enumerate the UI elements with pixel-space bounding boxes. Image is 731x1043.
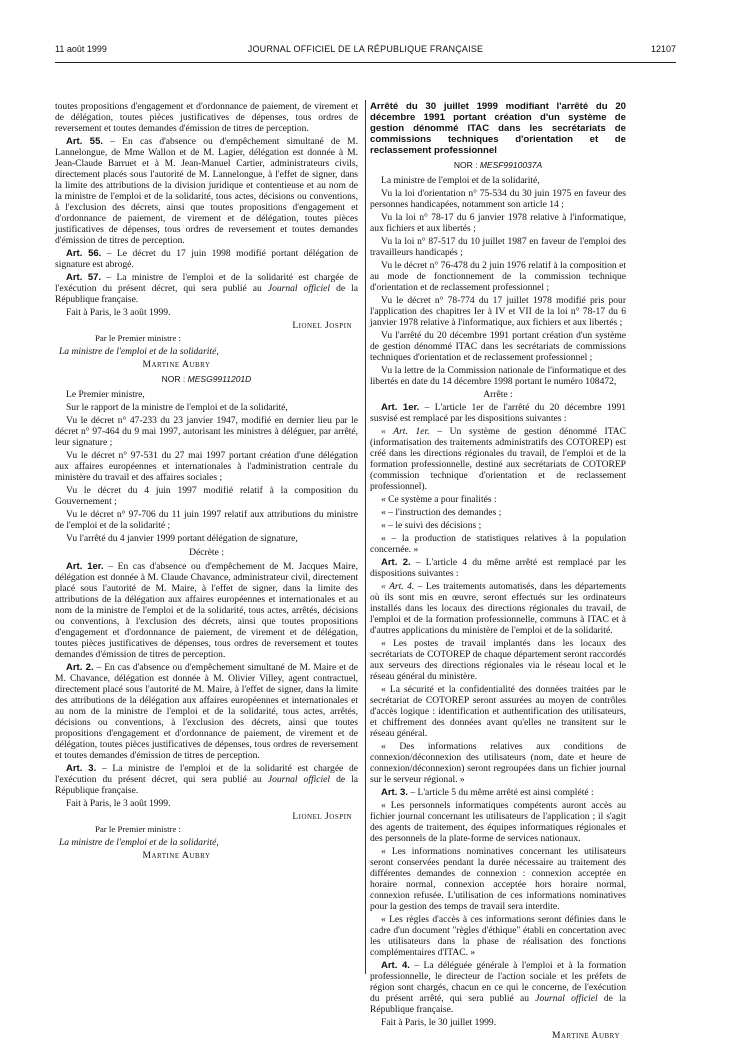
quoted-paragraph: « Des informations relatives aux conditions de connexion/déconnexion des utilisateurs (nom, date et heure de connexion/déconnexion) seront regroupées dans un fichier journal sur le serveur régional. »: [370, 741, 626, 785]
article-57: [55, 272, 358, 305]
article-text: – En cas d'absence ou d'empêchement simultané de M. Lannelongue, de Mme Wallon et de M. Lagier, délégation est donnée à M. Jean-Claude Barruet et à M. Jean-Manuel Cartier, administrateurs civils, directement placés sous l'autorité de M. Lannelongue, à l'effet de signer, dans la limite des attributions de la division juridique et contentieuse et au nom de la ministre de l'emploi et de la solidarité, tous actes, décisions ou conventions, à l'exclusion des décrets, ainsi que toutes propositions d'engagement et d'ordonnance de paiement, de virement et de délégation, toutes pièces justificatives de dépenses, tous ordres de reversement et toutes demandes d'émission de titres de perception.: [55, 136, 358, 246]
quoted-article-4: [370, 581, 626, 636]
article-text: – Le décret du 17 juin 1998 modifié portant délégation de signature est abrogé.: [55, 248, 359, 270]
par-le-premier-ministre: Par le Premier ministre :: [95, 824, 181, 834]
visa: Vu la loi n° 87-517 du 10 juillet 1987 en faveur de l'emploi des travailleurs handicapés ;: [370, 236, 626, 258]
article-label: Art. 1er.: [66, 561, 104, 572]
article-label: Art. 4.: [381, 960, 410, 971]
par-le-premier-ministre: Par le Premier ministre :: [95, 333, 181, 343]
article-label: Art. 2.: [66, 662, 94, 673]
article-text: – L'article 4 du même arrêté est remplacé par les dispositions suivantes :: [370, 557, 626, 579]
header-date: 11 août 1999: [55, 44, 107, 54]
journal-officiel-ref: Journal officiel: [535, 993, 598, 1004]
article-label: Art. 3.: [381, 787, 408, 798]
quoted-paragraph: « Les personnels informatiques compétents auront accès au fichier journal concernant les utilisateurs de l'application ; il s'agit des agents de traitement, des équipes informatiques régionales et des personnels de la plate-forme de services nationaux.: [370, 800, 626, 844]
article-label: Art. 2.: [381, 557, 411, 568]
fait-a-paris: Fait à Paris, le 3 août 1999.: [66, 307, 171, 318]
visa: Vu le décret du 4 juin 1997 modifié relatif à la composition du Gouvernement ;: [55, 485, 358, 507]
article-text: – La déléguée générale à l'emploi et à la formation professionnelle, le directeur de l'action sociale et les préfets de région sont chargés, chacun en ce qui le concerne, de l'exécution du présent arrêté, qui sera publié au: [370, 960, 626, 1004]
quoted-list-item: « – la production de statistiques relatives à la population concernée. »: [370, 533, 626, 555]
arrete: Arrête :: [483, 389, 513, 400]
article-2: [370, 557, 626, 579]
quoted-article-text: – Un système de gestion dénommé ITAC (informatisation des traitements administratifs des COTOREP) est créé dans les directions régionales du travail, de l'emploi et de la formation professionnelle, destiné aux secrétariats de COTOREP (commission technique d'orientation et de reclassement professionnel).: [370, 426, 627, 492]
right-column: [370, 101, 626, 1043]
quoted-paragraph: « Les postes de travail implantés dans les locaux des secrétariats de COTOREP de chaque département seront raccordés aux serveurs des directions régionales via le réseau local et le réseau général du ministère.: [370, 638, 626, 682]
paragraph: toutes propositions d'engagement et d'ordonnance de paiement, de virement et de délégation, toutes pièces justificatives de dépenses, tous ordres de reversement et toutes demandes d'émission de titres de perception.: [55, 101, 358, 134]
visa: Sur le rapport de la ministre de l'emploi et de la solidarité,: [66, 402, 288, 413]
article-3: [370, 787, 626, 798]
visa: Vu le décret n° 97-531 du 27 mai 1997 portant création d'une délégation aux affaires européennes et internationales à l'administration centrale du ministère du travail et des affaires sociales ;: [55, 450, 358, 483]
article-label: Art. 56.: [66, 248, 102, 259]
quoted-article-text: – Les traitements automatisés, dans les départements où ils sont mis en œuvre, seront effectués sur les ordinateurs installés dans les locaux des directions régionales du travail, de l'emploi et de la formation professionnelle, communs à ITAC et à d'autres applications du ministère de l'emploi et de la solidarité.: [370, 581, 626, 636]
quoted-paragraph: « Les règles d'accès à ces informations seront définies dans le cadre d'un document "règles d'éthique" établi en concertation avec les utilisateurs dans la phase de réalisation des fonctions complémentaires d'ITAC. »: [370, 914, 626, 958]
journal-officiel-ref: Journal officiel: [267, 774, 331, 785]
column-separator: [365, 100, 366, 974]
article-text-end: de la République française.: [55, 283, 359, 305]
article-text-end: de la République française.: [370, 993, 626, 1015]
nor-label: NOR :: [453, 160, 478, 170]
visa: Vu le décret n° 78-774 du 17 juillet 1978 modifié pris pour l'application des chapitres Ier à IV et VII de la loi n° 78-17 du 6 janvier 1978 relative à l'informatique, aux fichiers et aux libertés ;: [370, 295, 626, 328]
quoted-article-1: [370, 426, 626, 492]
article-text: – En cas d'absence ou d'empêchement simultané de M. Maire et de M. Chavance, délégation est donnée à M. Olivier Villey, agent contractuel, directement placé sous l'autorité de M. Maire, à l'effet de signer, dans la limite des attributions de la délégation aux affaires européennes et internationales et au nom de la ministre de l'emploi et de la solidarité, tous actes, arrêtés, décisions ou conventions, à l'exclusion des décrets, ainsi que toutes propositions d'engagement et d'ordonnance de paiement, de virement et de délégation, toutes pièces justificatives de dépenses, tous ordres de reversement et toutes demandes d'émission de titres de perception.: [55, 662, 358, 761]
article-text: – L'article 5 du même arrêté est ainsi complété :: [410, 787, 594, 798]
article-55: [55, 136, 358, 246]
visa: Vu l'arrêté du 20 décembre 1991 portant création d'un système de gestion dénommé ITAC dans les secrétariats de commissions techniques d'orientation et de reclassement professionnel ;: [370, 330, 626, 363]
quoted-paragraph: « Les informations nominatives concernant les utilisateurs seront conservées pendant la durée nécessaire au traitement des différentes demandes de connexion : connexion acceptée en horaire normal, connexion acceptée hors horaire normal, connexion refusée. L'utilisation de ces informations nominatives pour la gestion des temps de travail sera interdite.: [370, 846, 626, 912]
article-label: Art. 57.: [66, 272, 102, 283]
premier-ministre: Le Premier ministre,: [66, 389, 145, 400]
nor-reference: [55, 374, 358, 385]
journal-officiel-ref: Journal officiel: [267, 283, 331, 294]
article-1: [55, 561, 358, 660]
signature-jospin: Lionel Jospin: [292, 811, 352, 822]
left-column: [55, 101, 358, 863]
visa: Vu le décret n° 97-706 du 11 juin 1997 relatif aux attributions du ministre de l'emploi et de la solidarité ;: [55, 509, 358, 531]
signature-jospin: Lionel Jospin: [292, 320, 352, 331]
quoted-list-item: « – l'instruction des demandes ;: [381, 507, 502, 518]
quoted-article-label: « Art. 1er.: [381, 426, 430, 437]
quoted-paragraph: « Ce système a pour finalités :: [381, 494, 497, 505]
nor-code: MESF9910037A: [479, 160, 543, 170]
article-3: [55, 763, 358, 796]
quoted-list-item: « – le suivi des décisions ;: [381, 520, 482, 531]
header-rule: [55, 62, 676, 63]
signature-aubry: Martine Aubry: [551, 1030, 620, 1041]
ministre-intro: La ministre de l'emploi et de la solidarité,: [381, 175, 540, 186]
arrete-title: Arrêté du 30 juillet 1999 modifiant l'arrêté du 20 décembre 1991 portant création d'un système de gestion dénommé ITAC dans les secrétariats de commissions techniques d'orientation et de reclassement professionnel: [370, 101, 626, 156]
nor-code: MESG9911201D: [187, 374, 252, 384]
article-text: – En cas d'absence ou d'empêchement de M. Jacques Maire, délégation est donnée à M. Claude Chavance, administrateur civil, directement placé sous l'autorité de M. Maire, à l'effet de signer, dans la limite des attributions de la délégation aux affaires européennes et internationales et au nom de la ministre de l'emploi et de la solidarité, tous actes, arrêtés, décisions ou conventions, à l'exclusion des décrets, ainsi que toutes propositions d'engagement et d'ordonnance de paiement, de virement et de délégation, toutes pièces justificatives de dépenses, tous ordres de reversement et toutes demandes d'émission de titres de perception.: [55, 561, 358, 660]
quoted-article-label: « Art. 4.: [381, 581, 415, 592]
article-label: Art. 1er.: [381, 402, 420, 413]
visa: Vu le décret n° 47-233 du 23 janvier 1947, modifié en dernier lieu par le décret n° 97-464 du 9 mai 1997, autorisant les ministres à déléguer, par arrêté, leur signature ;: [55, 415, 358, 448]
article-text: – L'article 1er de l'arrêté du 20 décembre 1991 susvisé est remplacé par les dispositions suivantes :: [370, 402, 626, 424]
article-text: – La ministre de l'emploi et de la solidarité est chargée de l'exécution du présent décret, qui sera publié au: [55, 763, 359, 785]
fait-a-paris: Fait à Paris, le 30 juillet 1999.: [381, 1017, 497, 1028]
signature-aubry: Martine Aubry: [142, 850, 211, 861]
article-text-end: de la République française.: [55, 774, 359, 796]
ministre-title: La ministre de l'emploi et de la solidarité,: [59, 837, 219, 848]
article-label: Art. 55.: [66, 136, 104, 147]
page-header: [55, 44, 676, 60]
article-1: [370, 402, 626, 424]
signature-aubry: Martine Aubry: [142, 359, 211, 370]
header-title: JOURNAL OFFICIEL DE LA RÉPUBLIQUE FRANÇAISE: [247, 44, 484, 54]
article-56: [55, 248, 358, 270]
visa: Vu l'arrêté du 4 janvier 1999 portant délégation de signature,: [66, 533, 298, 544]
visa: Vu le décret n° 76-478 du 2 juin 1976 relatif à la composition et au mode de fonctionnement de la commission technique d'orientation et de reclassement professionnel ;: [370, 260, 626, 293]
header-page-number: 12107: [650, 44, 676, 54]
article-2: [55, 662, 358, 761]
nor-reference: [370, 160, 626, 171]
article-label: Art. 3.: [66, 763, 97, 774]
visa: Vu la lettre de la Commission nationale de l'informatique et des libertés en date du 14 décembre 1998 portant le numéro 108472,: [370, 365, 626, 387]
nor-label: NOR :: [161, 374, 186, 384]
visa: Vu la loi d'orientation n° 75-534 du 30 juin 1975 en faveur des personnes handicapées, notamment son article 14 ;: [370, 188, 626, 210]
ministre-title: La ministre de l'emploi et de la solidarité,: [59, 346, 219, 357]
visa: Vu la loi n° 78-17 du 6 janvier 1978 relative à l'informatique, aux fichiers et aux libertés ;: [370, 212, 626, 234]
article-4: [370, 960, 626, 1015]
article-text: – La ministre de l'emploi et de la solidarité est chargée de l'exécution du présent décret, qui sera publié au: [55, 272, 359, 294]
fait-a-paris: Fait à Paris, le 3 août 1999.: [66, 798, 171, 809]
quoted-paragraph: « La sécurité et la confidentialité des données traitées par le secrétariat de COTOREP seront assurées au moyen de contrôles d'accès logique : identification et authentification des utilisateurs, et chiffrement des données avant qu'elles ne transitent sur le réseau général.: [370, 684, 626, 739]
decrete: Décrète :: [189, 547, 224, 558]
